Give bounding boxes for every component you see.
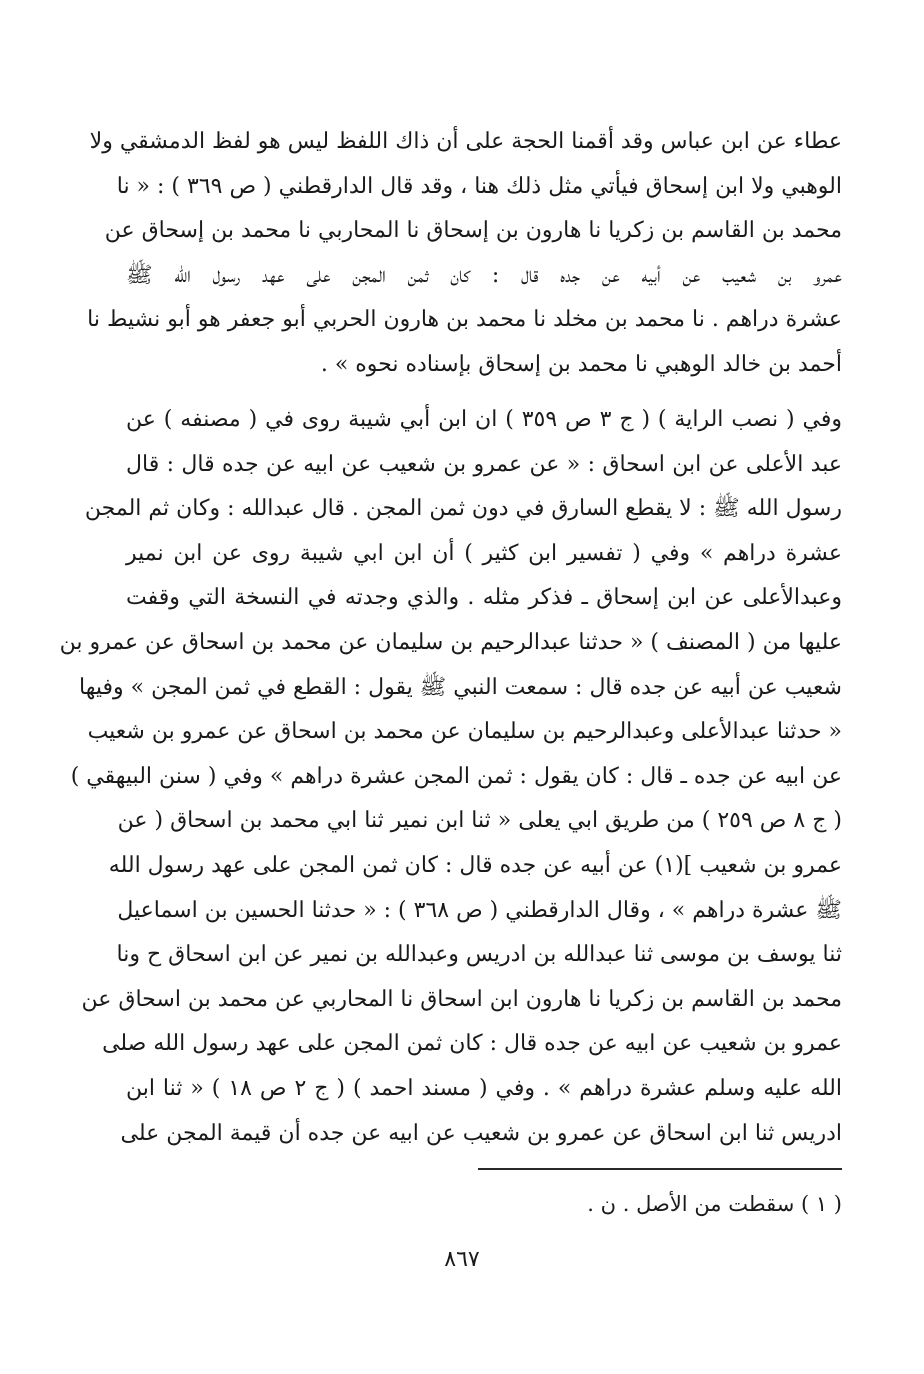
text-line: عمرو بن شعيب عن أبيه عن جده قال : كان ثمن المجن على عهد رسول الله ﷺ [126,262,842,288]
text-line: ﷺ عشرة دراهم » ، وقال الدارقطني ( ص ٣٦٨ ) : « حدثنا الحسين بن اسماعيل [117,897,842,923]
footnote-separator [478,1168,842,1170]
text-line: وعبدالأعلى عن ابن إسحاق ـ فذكر مثله . والذي وجدته في النسخة التي وقفت [126,585,842,611]
text-line: « حدثنا عبدالأعلى وعبدالرحيم بن سليمان عن محمد بن اسحاق عن عمرو بن شعيب [87,719,842,745]
text-line: أحمد بن خالد الوهبي نا محمد بن إسحاق بإسناده نحوه » . [320,351,842,377]
text-line: الله عليه وسلم عشرة دراهم » . وفي ( مسند احمد ) ( ج ٢ ص ١٨ ) « ثنا ابن [126,1075,843,1101]
text-line: الوهبي ولا ابن إسحاق فيأتي مثل ذلك هنا ، وقد قال الدارقطني ( ص ٣٦٩ ) : « نا [116,173,842,199]
footnote: ( ١ ) سقطت من الأصل . ن . [587,1192,842,1216]
text-line: رسول الله ﷺ : لا يقطع السارق في دون ثمن المجن . قال عبدالله : وكان ثم المجن [84,496,842,522]
text-line: عمرو بن شعيب عن ابيه عن جده قال : كان ثمن المجن على عهد رسول الله صلى [102,1031,842,1057]
text-line: محمد بن القاسم بن زكريا نا هارون ابن اسحاق نا المحاربي عن محمد بن اسحاق عن [81,986,842,1012]
text-line: عبد الأعلى عن ابن اسحاق : « عن عمرو بن شعيب عن ابيه عن جده قال : قال [126,451,842,477]
text-line: ( ج ٨ ص ٢٥٩ ) من طريق ابي يعلى « ثنا ابن نمير ثنا ابي محمد بن اسحاق ( عن [117,808,842,834]
text-line: عليها من ( المصنف ) « حدثنا عبدالرحيم بن سليمان عن محمد بن اسحاق عن عمرو بن [59,629,842,655]
text-line: محمد بن القاسم بن زكريا نا هارون بن إسحاق نا المحاربي نا محمد بن إسحاق عن [104,218,842,244]
page-number: ٨٦٧ [444,1247,480,1272]
text-line: عشرة دراهم . نا محمد بن مخلد نا محمد بن هارون الحربي أبو جعفر هو أبو نشيط نا [87,307,842,333]
text-line: شعيب عن أبيه عن جده قال : سمعت النبي ﷺ يقول : القطع في ثمن المجن » وفيها [79,674,842,700]
text-line: ثنا يوسف بن موسى ثنا عبدالله بن ادريس وعبدالله بن نمير عن ابن اسحاق ح ونا [116,942,842,968]
text-line: عشرة دراهم » وفي ( تفسير ابن كثير ) أن ابن ابي شيبة روى عن ابن نمير [126,540,842,566]
text-line: ادريس ثنا ابن اسحاق عن عمرو بن شعيب عن ابيه عن جده أن قيمة المجن على [120,1120,842,1146]
text-line: عمرو بن شعيب ](١) عن أبيه عن جده قال : كان ثمن المجن على عهد رسول الله [108,852,842,878]
paragraph-2 [59,398,843,1156]
text-line: عطاء عن ابن عباس وقد أقمنا الحجة على أن ذاك اللفظ ليس هو لفظ الدمشقي ولا [89,129,842,154]
paragraph-1 [87,120,842,388]
text-line: وفي ( نصب الراية ) ( ج ٣ ص ٣٥٩ ) ان ابن أبي شيبة روى في ( مصنفه ) عن [126,407,843,432]
text-line: عن ابيه عن جده ـ قال : كان يقول : ثمن المجن عشرة دراهم » وفي ( سنن البيهقي ) [70,763,842,789]
